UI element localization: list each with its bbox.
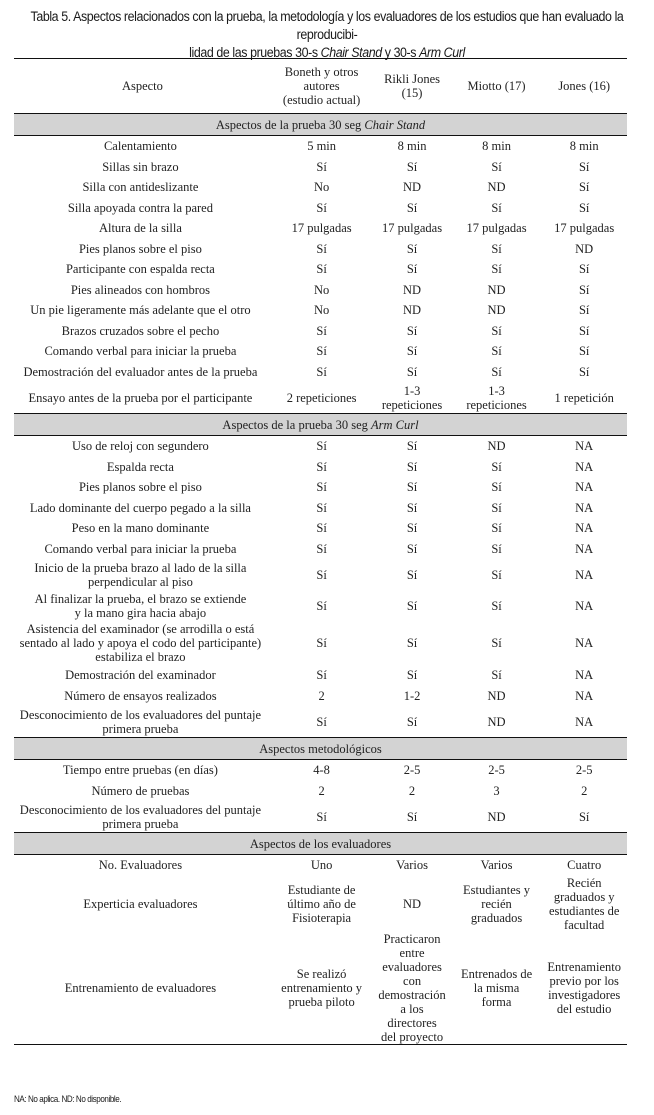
- value-cell: Sí: [406, 262, 418, 277]
- value-cell: ND: [487, 180, 506, 195]
- table-row: [14, 457, 627, 478]
- aspect-cell: Asistencia del examinador (se arrodilla o está sentado al lado y apoya el codo del participante) estabiliza el brazo: [19, 622, 262, 664]
- value-cell: ND: [403, 180, 422, 195]
- value-cell: Sí: [406, 364, 418, 379]
- value-cell: ND: [403, 896, 422, 911]
- value-cell: Sí: [578, 303, 590, 318]
- value-cell: ND: [487, 282, 506, 297]
- table-row: [14, 218, 627, 239]
- value-cell: NA: [575, 567, 594, 582]
- aspect-cell: Calentamiento: [103, 139, 177, 154]
- table-row: [14, 157, 627, 178]
- table-row: [14, 706, 627, 738]
- table-row: [14, 177, 627, 198]
- value-cell: Sí: [406, 439, 418, 454]
- value-cell: Sí: [316, 344, 327, 359]
- value-cell: Sí: [316, 714, 327, 729]
- value-cell: 5 min: [307, 139, 337, 154]
- table-row: [14, 518, 627, 539]
- header-miotto: Miotto (17): [452, 59, 542, 114]
- value-cell: Estudiante de último año de Fisioterapia: [287, 882, 356, 925]
- table-row: [14, 686, 627, 707]
- value-cell: 2: [408, 783, 416, 798]
- aspect-cell: Peso en la mano dominante: [71, 521, 210, 536]
- value-cell: Sí: [406, 241, 418, 256]
- aspect-cell: Número de pruebas: [91, 783, 190, 798]
- table-caption: [26, 8, 628, 62]
- aspect-cell: Ensayo antes de la prueba por el participante: [28, 390, 253, 405]
- value-cell: 4-8: [313, 763, 330, 778]
- value-cell: Sí: [316, 262, 327, 277]
- table-row: [14, 382, 627, 414]
- value-cell: Sí: [406, 521, 418, 536]
- value-cell: NA: [575, 459, 594, 474]
- aspect-cell: Entrenamiento de evaluadores: [14, 932, 271, 1045]
- value-cell: Sí: [316, 480, 327, 495]
- value-cell: Sí: [316, 636, 327, 650]
- value-cell: Sí: [316, 364, 327, 379]
- value-cell: 1-3 repeticiones: [381, 383, 443, 412]
- value-cell: Sí: [578, 809, 590, 824]
- value-cell: 8 min: [482, 139, 511, 154]
- value-cell: Sí: [406, 480, 418, 495]
- value-cell: Sí: [578, 323, 590, 338]
- value-cell: No: [313, 180, 330, 195]
- value-cell: NA: [575, 636, 594, 650]
- value-cell: Sí: [491, 567, 502, 582]
- table-row: [14, 436, 627, 457]
- value-cell: Sí: [406, 636, 418, 650]
- value-cell: ND: [487, 688, 506, 703]
- value-cell: 2 repeticiones: [286, 390, 357, 405]
- table-row: [14, 280, 627, 301]
- table-row: [14, 621, 627, 665]
- value-cell: Sí: [491, 364, 502, 379]
- table-row: [14, 760, 627, 781]
- value-cell: 2-5: [575, 763, 593, 778]
- value-cell: 2: [318, 688, 325, 703]
- header-rikli-jones: Rikli Jones (15): [372, 59, 451, 114]
- aspect-cell: Lado dominante del cuerpo pegado a la silla: [29, 500, 251, 515]
- value-cell: 17 pulgadas: [466, 221, 527, 236]
- aspect-cell: Uso de reloj con segundero: [72, 439, 209, 454]
- section-title: Aspectos de la prueba 30 seg Arm Curl: [14, 414, 627, 436]
- aspect-cell: Tiempo entre pruebas (en días): [62, 763, 218, 778]
- section-header-row: [14, 738, 627, 760]
- value-cell: Sí: [491, 200, 502, 215]
- value-cell: NA: [575, 521, 594, 536]
- table-row: [14, 801, 627, 833]
- value-cell: Practicaron entre evaluadores con demostración a los directores del proyecto: [372, 932, 451, 1045]
- value-cell: Sí: [578, 282, 590, 297]
- caption-line-1: Tabla 5. Aspectos relacionados con la prueba, la metodología y los evaluadores de los estudios que han evaluado la reproducibi-: [30, 9, 624, 42]
- value-cell: Estudiantes y recién graduados: [463, 882, 531, 925]
- value-cell: NA: [575, 541, 594, 556]
- value-cell: Sí: [316, 323, 327, 338]
- section-header-row: [14, 414, 627, 436]
- header-boneth: Boneth y otros autores (estudio actual): [271, 59, 373, 114]
- value-cell: Sí: [491, 323, 502, 338]
- value-cell: NA: [575, 439, 594, 454]
- value-cell: Uno: [310, 858, 333, 873]
- aspect-cell: Número de ensayos realizados: [64, 688, 217, 703]
- value-cell: Sí: [578, 344, 590, 359]
- value-cell: Sí: [406, 567, 418, 582]
- value-cell: 1-3 repeticiones: [466, 383, 527, 412]
- header-aspecto: Aspecto: [14, 59, 271, 114]
- table-row: [14, 341, 627, 362]
- value-cell: Entrenados de la misma forma: [452, 932, 542, 1045]
- aspect-cell: Desconocimiento de los evaluadores del puntaje primera prueba: [19, 707, 262, 736]
- table-row: [14, 498, 627, 519]
- aspect-cell: Experticia evaluadores: [83, 896, 198, 911]
- table-row: [14, 855, 627, 876]
- value-cell: ND: [487, 303, 506, 318]
- value-cell: Sí: [491, 241, 502, 256]
- value-cell: 17 pulgadas: [382, 221, 443, 236]
- value-cell: Sí: [316, 459, 327, 474]
- value-cell: No: [313, 303, 330, 318]
- value-cell: 8 min: [397, 139, 427, 154]
- aspect-cell: Comando verbal para iniciar la prueba: [44, 344, 237, 359]
- value-cell: ND: [487, 809, 506, 824]
- value-cell: 1-2: [403, 688, 421, 703]
- aspect-cell: Altura de la silla: [98, 221, 182, 236]
- value-cell: Sí: [316, 241, 327, 256]
- caption-line-2: lidad de las pruebas 30-s Chair Stand y 30-s Arm Curl: [189, 45, 465, 60]
- aspect-cell: Demostración del examinador: [65, 668, 216, 683]
- value-cell: Sí: [578, 159, 590, 174]
- value-cell: Sí: [316, 598, 327, 613]
- value-cell: Sí: [406, 344, 418, 359]
- table-header-row: [14, 59, 627, 114]
- aspect-cell: Pies planos sobre el piso: [78, 241, 202, 256]
- value-cell: Sí: [406, 714, 418, 729]
- value-cell: Sí: [491, 344, 502, 359]
- value-cell: ND: [487, 714, 506, 729]
- value-cell: Sí: [491, 262, 502, 277]
- value-cell: Sí: [578, 180, 590, 195]
- value-cell: Sí: [406, 323, 418, 338]
- value-cell: Sí: [578, 262, 590, 277]
- value-cell: NA: [575, 714, 594, 729]
- table-row: [14, 590, 627, 621]
- value-cell: Sí: [316, 809, 327, 824]
- value-cell: Cuatro: [567, 858, 602, 873]
- table-row: [14, 781, 627, 802]
- value-cell: Varios: [480, 858, 513, 873]
- value-cell: NA: [575, 688, 594, 703]
- section-header-row: [14, 114, 627, 136]
- value-cell: NA: [575, 500, 594, 515]
- value-cell: 1 repetición: [554, 390, 614, 405]
- value-cell: 17 pulgadas: [554, 221, 615, 236]
- value-cell: Entrenamiento previo por los investigadores del estudio: [541, 932, 627, 1045]
- value-cell: Sí: [406, 500, 418, 515]
- aspect-cell: Un pie ligeramente más adelante que el otro: [30, 303, 251, 318]
- value-cell: Sí: [406, 809, 418, 824]
- aspect-cell: Demostración del evaluador antes de la prueba: [23, 364, 258, 379]
- value-cell: Sí: [406, 200, 418, 215]
- section-header-row: [14, 833, 627, 855]
- value-cell: Recién graduados y estudiantes de facultad: [548, 875, 620, 932]
- aspect-cell: Espalda recta: [106, 459, 174, 474]
- table-row: [14, 665, 627, 686]
- value-cell: ND: [575, 241, 594, 256]
- table-row: [14, 239, 627, 260]
- value-cell: ND: [487, 439, 506, 454]
- table-row: [14, 136, 627, 157]
- value-cell: Se realizó entrenamiento y prueba piloto: [271, 932, 373, 1045]
- value-cell: ND: [403, 303, 422, 318]
- value-cell: Sí: [491, 598, 502, 613]
- table-row: [14, 300, 627, 321]
- table-body: [14, 114, 627, 1045]
- value-cell: NA: [575, 480, 594, 495]
- value-cell: Sí: [316, 200, 327, 215]
- value-cell: 2-5: [488, 763, 505, 778]
- value-cell: Sí: [491, 541, 502, 556]
- value-cell: Sí: [316, 567, 327, 582]
- aspect-cell: Pies alineados con hombros: [70, 282, 211, 297]
- aspect-cell: Silla con antideslizante: [82, 180, 199, 195]
- value-cell: Varios: [396, 858, 429, 873]
- table-row: [14, 539, 627, 560]
- section-title: Aspectos de la prueba 30 seg Chair Stand: [14, 114, 627, 136]
- value-cell: Sí: [316, 500, 327, 515]
- value-cell: Sí: [578, 200, 590, 215]
- table-row: [14, 362, 627, 383]
- value-cell: Sí: [491, 668, 502, 683]
- section-title: Aspectos metodológicos: [14, 738, 627, 760]
- value-cell: NA: [575, 598, 594, 613]
- value-cell: No: [313, 282, 330, 297]
- value-cell: Sí: [491, 521, 502, 536]
- value-cell: NA: [575, 668, 594, 683]
- comparison-table: [14, 58, 627, 1045]
- value-cell: Sí: [316, 541, 327, 556]
- value-cell: Sí: [578, 364, 590, 379]
- aspect-cell: Al finalizar la prueba, el brazo se extiende y la mano gira hacia abajo: [34, 591, 247, 620]
- value-cell: Sí: [316, 159, 327, 174]
- value-cell: 8 min: [569, 139, 599, 154]
- value-cell: Sí: [491, 159, 502, 174]
- aspect-cell: Pies planos sobre el piso: [78, 480, 202, 495]
- table-row: [14, 559, 627, 590]
- value-cell: Sí: [406, 598, 418, 613]
- header-jones: Jones (16): [541, 59, 627, 114]
- table-row: [14, 198, 627, 219]
- table-row: [14, 321, 627, 342]
- aspect-cell: No. Evaluadores: [98, 858, 183, 873]
- value-cell: 2: [318, 783, 325, 798]
- aspect-cell: Inicio de la prueba brazo al lado de la silla perpendicular al piso: [34, 560, 247, 589]
- table-row: [14, 876, 627, 932]
- value-cell: Sí: [491, 636, 502, 650]
- value-cell: 2: [581, 783, 588, 798]
- value-cell: Sí: [406, 668, 418, 683]
- value-cell: Sí: [406, 459, 418, 474]
- footnote: NA: No aplica. ND: No disponible.: [14, 1094, 122, 1105]
- value-cell: Sí: [316, 668, 327, 683]
- table-row: [14, 259, 627, 280]
- aspect-cell: Comando verbal para iniciar la prueba: [44, 541, 237, 556]
- aspect-cell: Silla apoyada contra la pared: [67, 200, 213, 215]
- table-row: [14, 477, 627, 498]
- aspect-cell: Brazos cruzados sobre el pecho: [61, 323, 220, 338]
- value-cell: Sí: [406, 541, 418, 556]
- aspect-cell: Participante con espalda recta: [65, 262, 215, 277]
- value-cell: Sí: [316, 439, 327, 454]
- table-row: [14, 932, 627, 1045]
- value-cell: Sí: [491, 459, 502, 474]
- value-cell: 2-5: [403, 763, 421, 778]
- value-cell: 3: [493, 783, 500, 798]
- value-cell: Sí: [491, 480, 502, 495]
- value-cell: ND: [403, 282, 422, 297]
- value-cell: Sí: [406, 159, 418, 174]
- value-cell: Sí: [491, 500, 502, 515]
- section-title: Aspectos de los evaluadores: [14, 833, 627, 855]
- aspect-cell: Desconocimiento de los evaluadores del puntaje primera prueba: [19, 802, 262, 831]
- value-cell: 17 pulgadas: [291, 221, 352, 236]
- value-cell: Sí: [316, 521, 327, 536]
- aspect-cell: Sillas sin brazo: [102, 159, 179, 174]
